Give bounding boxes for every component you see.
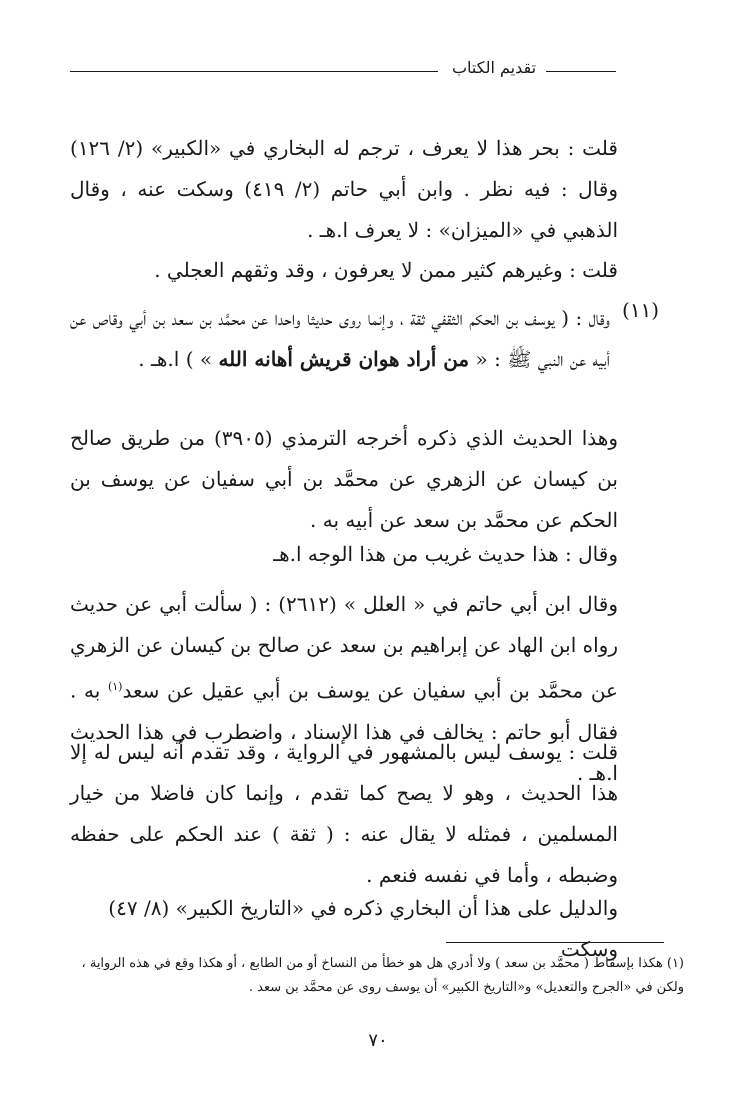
paragraph-4: وهذا الحديث الذي ذكره أخرجه الترمذي (٣٩٠٥) من طريق صالح بن كيسان عن الزهري عن محمَّد بن أبي سفيان عن يوسف بن الحكم عن محمَّد بن سعد عن أبيه به . [70, 426, 619, 532]
paragraph-2: قلت : وغيرهم كثير ممن لا يعرفون ، وقد وثقهم العجلي . [154, 258, 618, 282]
paragraph-5: وقال : هذا حديث غريب من هذا الوجه ا.هـ [273, 542, 618, 566]
footnote-marker: (١) [107, 680, 123, 693]
header-rule-short [546, 71, 616, 72]
footnote: (١) هكذا بإسقاط ( محمَّد بن سعد ) ولا أدري هل هو خطأ من النساخ أو من الطابع ، أو هكذا وقع في هذه الرواية ، ولكن في «الجرح والتعديل» و«التاريخ الكبير» أن يوسف روى عن محمَّد بن سعد . [81, 956, 684, 995]
hadith-quote: من أراد هوان قريش أهانه الله [218, 347, 470, 371]
paragraph-3-text-b: » ) ا.هـ . [138, 347, 219, 371]
paragraph-7: قلت : يوسف ليس بالمشهور في الرواية ، وقد تقدم أنه ليس له إلا هذا الحديث ، وهو لا يصح كما تقدم ، وإنما كان فاضلا من خيار المسلمين ، فمثله لا يقال عنه : ( ثقة ) عند الحكم على حفظه وضبطه ، وأما في نفسه فنعم . [70, 740, 618, 887]
paragraph-1: قلت : بحر هذا لا يعرف ، ترجم له البخاري في «الكبير» (٢/ ١٢٦) وقال : فيه نظر . وابن أبي حاتم (٢/ ٤١٩) وسكت عنه ، وقال الذهبي في «الميزان» : لا يعرف ا.هـ . [70, 136, 618, 242]
paragraph-6-text-a: وقال ابن أبي حاتم في « العلل » (٢٦١٢) : ( سألت أبي عن حديث رواه ابن الهاد عن إبراهيم بن سعد عن صالح بن كيسان عن الزهري عن محمَّد بن أبي سفيان عن يوسف بن أبي عقيل عن سعد [70, 592, 618, 703]
paragraph-6-text-b: به . فقال أبو حاتم : يخالف في هذا الإسناد ، واضطرب في هذا الحديث ا.هـ . [70, 678, 618, 785]
header-rule [70, 71, 438, 72]
entry-number: (١١) [622, 298, 660, 322]
paragraph-3-text-a: وقال : ( يوسف بن الحكم الثقفي ثقة ، وإنما روى حديثا واحدا عن محمَّد بن سعد بن أبي وقاص عن أبيه عن النبي ﷺ : « [70, 306, 610, 371]
page-number: ٧٠ [368, 1030, 388, 1051]
paragraph-8: والدليل على هذا أن البخاري ذكره في «التاريخ الكبير» (٨/ ٤٧) وسكت [108, 896, 618, 961]
running-header: تقديم الكتاب [451, 58, 537, 77]
footnote-rule [446, 942, 664, 943]
paragraph-3 [70, 298, 610, 380]
